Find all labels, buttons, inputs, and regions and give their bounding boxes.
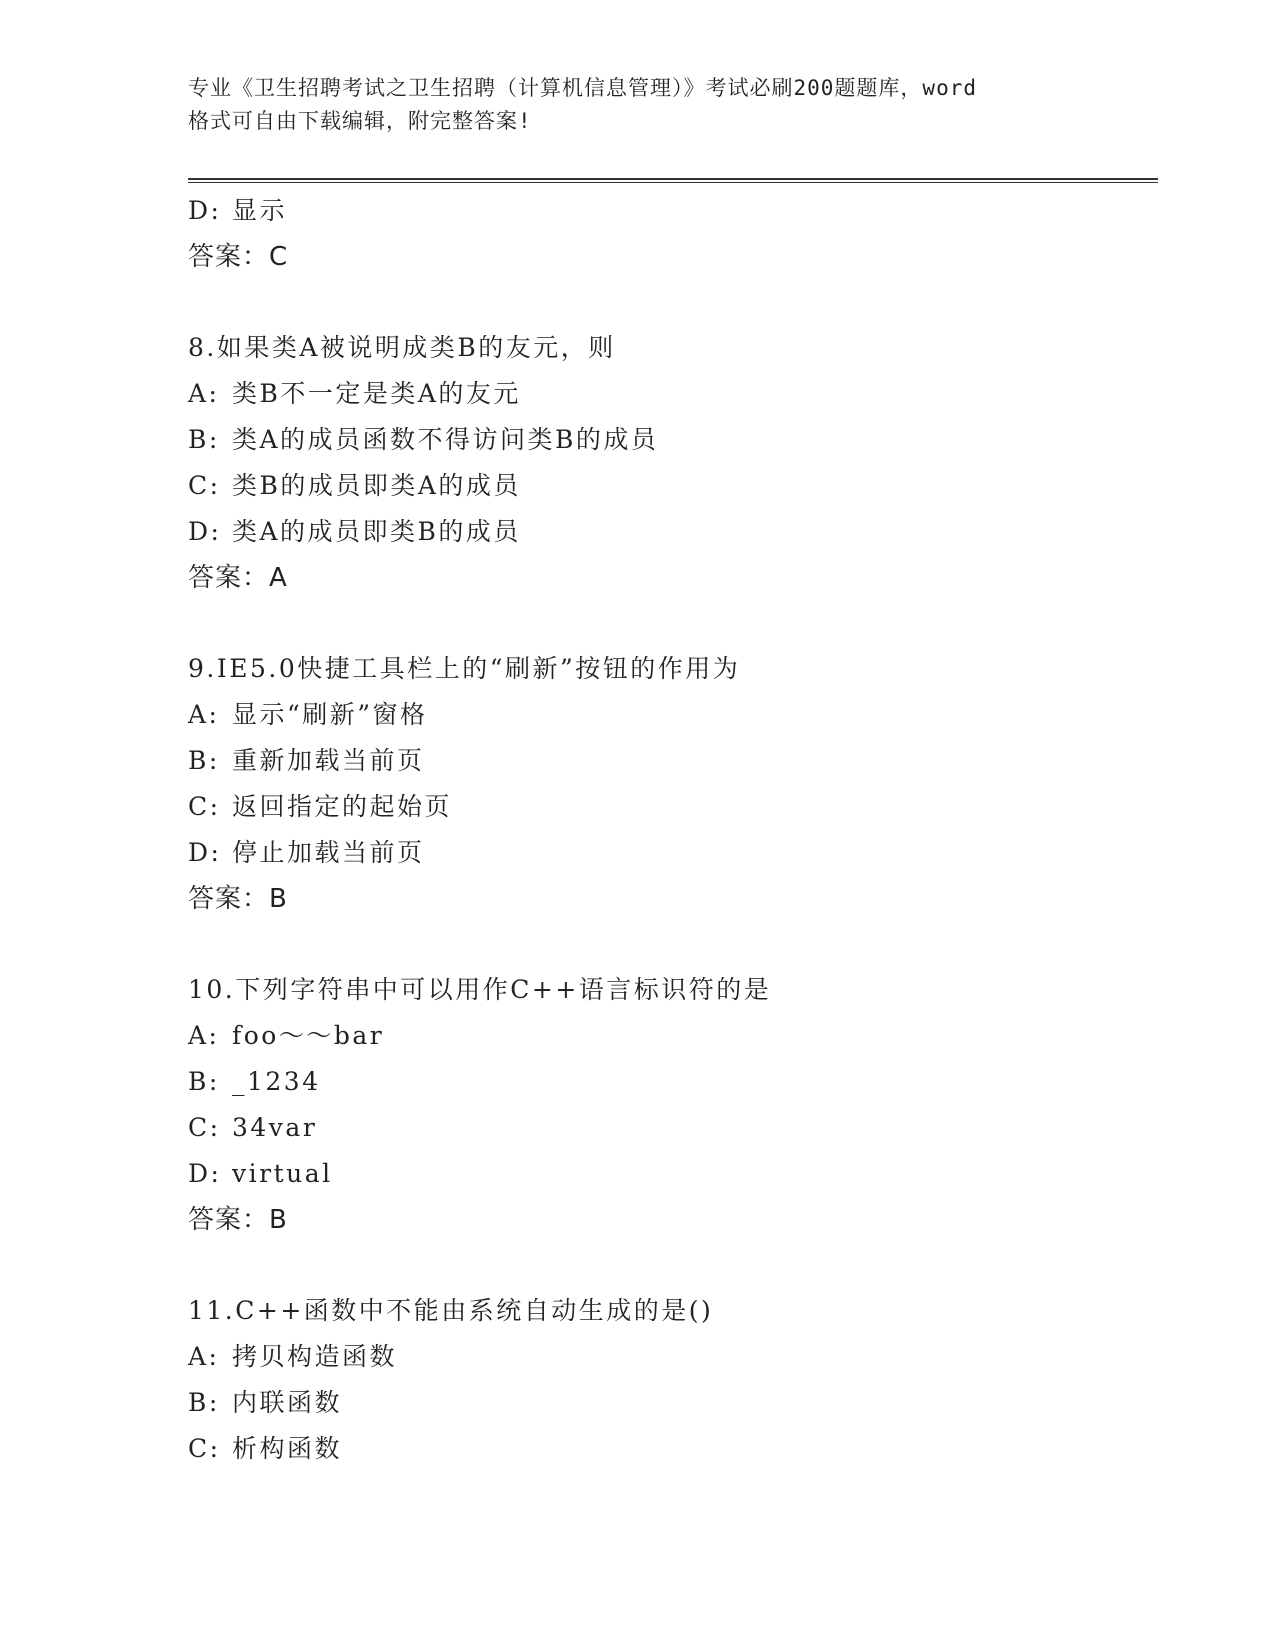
option-text: 返回指定的起始页 [232,792,453,821]
option-letter: C: [188,792,221,821]
option-text: 类A的成员函数不得访问类B的成员 [232,425,659,454]
option-a [188,371,1158,417]
option-letter: A: [188,1342,220,1371]
question-title: 11.C++函数中不能由系统自动生成的是() [188,1296,714,1325]
header-line-2: 格式可自由下载编辑，附完整答案! [188,109,532,133]
option-letter: C: [188,1113,221,1142]
option-text: 类A的成员即类B的成员 [232,517,521,546]
answer: 答案：B [188,1205,288,1235]
option-a [188,1013,1158,1059]
option-letter: A: [188,700,220,729]
option-text: 停止加载当前页 [232,838,425,867]
document-header [188,72,1088,138]
option-text: 拷贝构造函数 [232,1342,398,1371]
question-11 [188,1288,1158,1472]
option-b [188,417,1158,463]
option-c [188,1426,1158,1472]
question-8 [188,325,1158,601]
option-a [188,692,1158,738]
answer: 答案：C [188,242,289,272]
option-letter: A: [188,379,220,408]
option-text: foo～～bar [232,1021,385,1050]
option-letter: D: [188,517,222,546]
option-b [188,1059,1158,1105]
option-text: 34var [232,1113,318,1142]
option-letter: B: [188,1067,220,1096]
option-text: _1234 [232,1067,321,1096]
option-letter: D: [188,1159,222,1188]
option-b [188,738,1158,784]
option-letter: C: [188,471,221,500]
question-fragment [188,188,1158,280]
option-letter: B: [188,1388,220,1417]
option-text: 显示“刷新”窗格 [232,700,428,729]
question-10 [188,967,1158,1243]
answer: 答案：A [188,563,288,593]
question-title: 8.如果类A被说明成类B的友元，则 [188,333,616,362]
option-letter: C: [188,1434,221,1463]
option-d [188,1151,1158,1197]
header-divider [188,178,1158,183]
question-title: 10.下列字符串中可以用作C++语言标识符的是 [188,975,772,1004]
option-c [188,1105,1158,1151]
option-letter: D: [188,196,222,225]
option-text: virtual [232,1159,333,1188]
option-letter: A: [188,1021,220,1050]
answer: 答案：B [188,884,288,914]
header-line-1: 专业《卫生招聘考试之卫生招聘（计算机信息管理）》考试必刷200题题库，word [188,76,977,100]
option-c [188,463,1158,509]
question-title: 9.IE5.0快捷工具栏上的“刷新”按钮的作用为 [188,654,741,683]
option-letter: D: [188,838,222,867]
option-text: 类B的成员即类A的成员 [232,471,521,500]
option-d [188,830,1158,876]
question-list [188,188,1158,1472]
option-text: 内联函数 [232,1388,343,1417]
option-letter: B: [188,746,220,775]
option-text: 类B不一定是类A的友元 [232,379,521,408]
option-text: 重新加载当前页 [232,746,425,775]
option-b [188,1380,1158,1426]
option-letter: B: [188,425,220,454]
option-d [188,509,1158,555]
option-a [188,1334,1158,1380]
option-text: 析构函数 [232,1434,343,1463]
option-c [188,784,1158,830]
question-9 [188,646,1158,922]
option-text: 显示 [232,196,288,225]
option-d [188,188,1158,234]
